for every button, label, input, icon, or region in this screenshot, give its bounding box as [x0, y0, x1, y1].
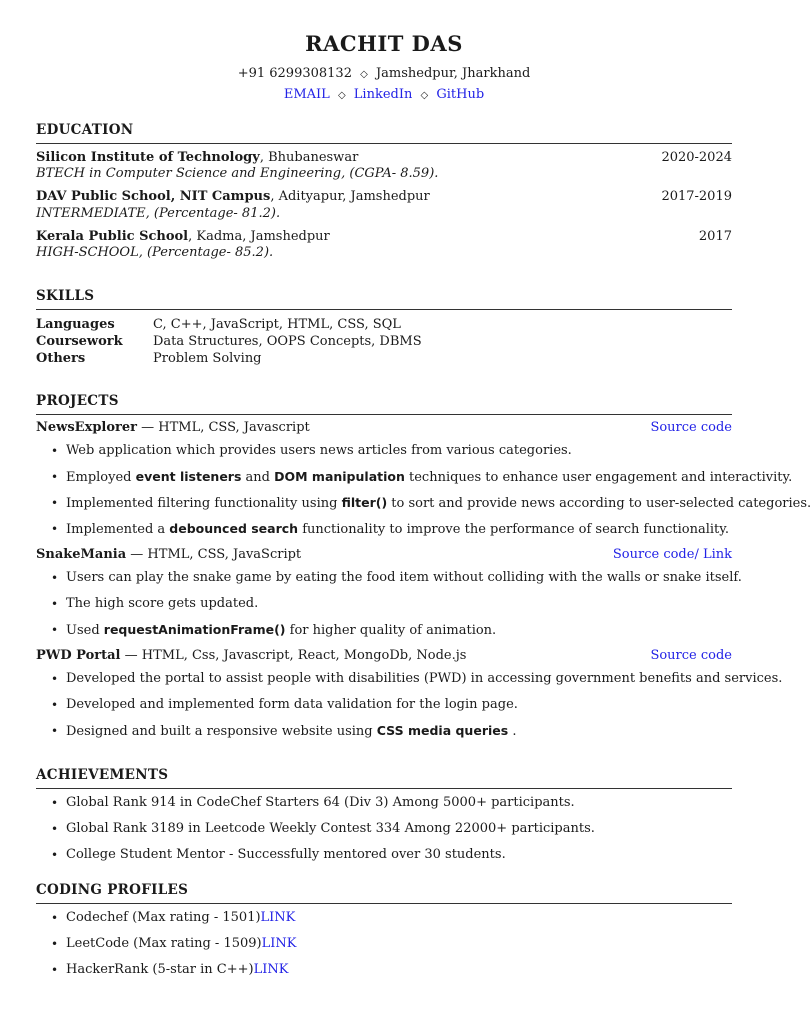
- education-years: 2020-2024: [661, 149, 732, 165]
- list-item: • The high score gets updated.: [36, 591, 732, 617]
- section-title: ACHIEVEMENTS: [36, 767, 732, 789]
- education-entry: [36, 229, 732, 262]
- project-header: [36, 646, 732, 666]
- skill-label: Languages: [36, 316, 115, 332]
- diamond-separator-icon: ◇: [337, 90, 346, 101]
- project-bullets: [36, 438, 811, 542]
- project-tech: — HTML, Css, Javascript, React, MongoDb, Node.js: [120, 647, 467, 663]
- resume-header: [0, 0, 768, 103]
- contact-line: [0, 65, 768, 82]
- education-years: 2017-2019: [661, 189, 732, 205]
- skill-label: Coursework: [36, 334, 123, 350]
- github-link[interactable]: GitHub: [436, 87, 485, 102]
- list-item: • Global Rank 3189 in Leetcode Weekly Contest 334 Among 22000+ participants.: [36, 816, 732, 842]
- skills-table: [36, 317, 732, 368]
- linkedin-link[interactable]: LinkedIn: [353, 87, 413, 102]
- achievements-section: [36, 767, 732, 868]
- education-years: 2017: [698, 228, 732, 244]
- education-detail: INTERMEDIATE, (Percentage- 81.2).: [36, 205, 281, 221]
- project-name: NewsExplorer: [36, 419, 137, 435]
- skills-section: [36, 288, 732, 368]
- school-place: , Kadma, Jamshedpur: [188, 228, 330, 244]
- section-title: PROJECTS: [36, 393, 732, 415]
- section-title: CODING PROFILES: [36, 882, 732, 904]
- source-code-link[interactable]: Source code/ Link: [612, 546, 732, 562]
- list-item: • Developed and implemented form data validation for the login page.: [36, 692, 732, 718]
- list-item: • HackerRank (5-star in C++)LINK: [36, 957, 732, 983]
- education-section: [36, 122, 732, 261]
- codechef-link[interactable]: LINK: [260, 909, 296, 925]
- project-tech: — HTML, CSS, Javascript: [137, 419, 310, 435]
- list-item: • Designed and built a responsive website using CSS media queries .: [36, 718, 732, 744]
- list-item: • Used requestAnimationFrame() for higher quality of animation.: [36, 617, 732, 643]
- list-item: • Users can play the snake game by eating the food item without colliding with the walls or snake itself.: [36, 565, 732, 591]
- education-detail: BTECH in Computer Science and Engineering, (CGPA- 8.59).: [36, 166, 439, 182]
- skill-value: Problem Solving: [153, 351, 262, 367]
- project-bullets: [36, 565, 742, 643]
- section-title: SKILLS: [36, 288, 732, 310]
- coding-profiles-section: [36, 882, 732, 983]
- skill-label: Others: [36, 351, 86, 367]
- list-item: • LeetCode (Max rating - 1509)LINK: [36, 931, 732, 957]
- school-name: Silicon Institute of Technology: [36, 149, 260, 165]
- project-tech: — HTML, CSS, JavaScript: [126, 546, 302, 562]
- leetcode-link[interactable]: LINK: [261, 935, 297, 951]
- phone-number: +91 6299308132: [237, 66, 352, 81]
- school-place: , Adityapur, Jamshedpur: [270, 189, 430, 205]
- skill-value: C, C++, JavaScript, HTML, CSS, SQL: [153, 316, 401, 332]
- education-entry: [36, 189, 732, 222]
- school-name: Kerala Public School: [36, 228, 189, 244]
- diamond-separator-icon: ◇: [360, 69, 368, 80]
- project-header: [36, 545, 732, 565]
- list-item: • Implemented filtering functionality using filter() to sort and provide news according to user-selected categories.: [36, 490, 732, 516]
- location: Jamshedpur, Jharkhand: [375, 66, 531, 81]
- list-item: • Implemented a debounced search functionality to improve the performance of search functionality.: [36, 516, 732, 542]
- project-name: SnakeMania: [36, 546, 127, 562]
- project-name: PWD Portal: [36, 647, 121, 663]
- email-link[interactable]: EMAIL: [283, 87, 330, 102]
- list-item: • Global Rank 914 in CodeChef Starters 64 (Div 3) Among 5000+ participants.: [36, 790, 732, 816]
- candidate-name: RACHIT DAS: [305, 31, 463, 56]
- source-code-link[interactable]: Source code: [650, 419, 732, 435]
- diamond-separator-icon: ◇: [420, 90, 429, 101]
- skill-value: Data Structures, OOPS Concepts, DBMS: [153, 334, 422, 350]
- source-code-link[interactable]: Source code: [650, 647, 732, 663]
- list-item: • Codechef (Max rating - 1501)LINK: [36, 905, 732, 931]
- list-item: • Web application which provides users news articles from various categories.: [36, 438, 732, 464]
- list-item: • College Student Mentor - Successfully mentored over 30 students.: [36, 842, 732, 868]
- section-title: EDUCATION: [36, 122, 732, 144]
- hackerrank-link[interactable]: LINK: [253, 961, 289, 977]
- school-place: , Bhubaneswar: [259, 149, 359, 165]
- achievement-list: [36, 790, 732, 868]
- projects-section: [36, 393, 811, 744]
- profile-links: [0, 86, 768, 103]
- list-item: • Developed the portal to assist people with disabilities (PWD) in accessing government benefits and services.: [36, 666, 732, 692]
- education-detail: HIGH-SCHOOL, (Percentage- 85.2).: [36, 245, 274, 261]
- project-header: [36, 418, 732, 438]
- project-bullets: [36, 666, 783, 744]
- list-item: • Employed event listeners and DOM manipulation techniques to enhance user engagement and interactivity.: [36, 464, 732, 490]
- school-name: DAV Public School, NIT Campus: [36, 189, 271, 205]
- profile-list: [36, 905, 732, 983]
- education-entry: [36, 150, 732, 183]
